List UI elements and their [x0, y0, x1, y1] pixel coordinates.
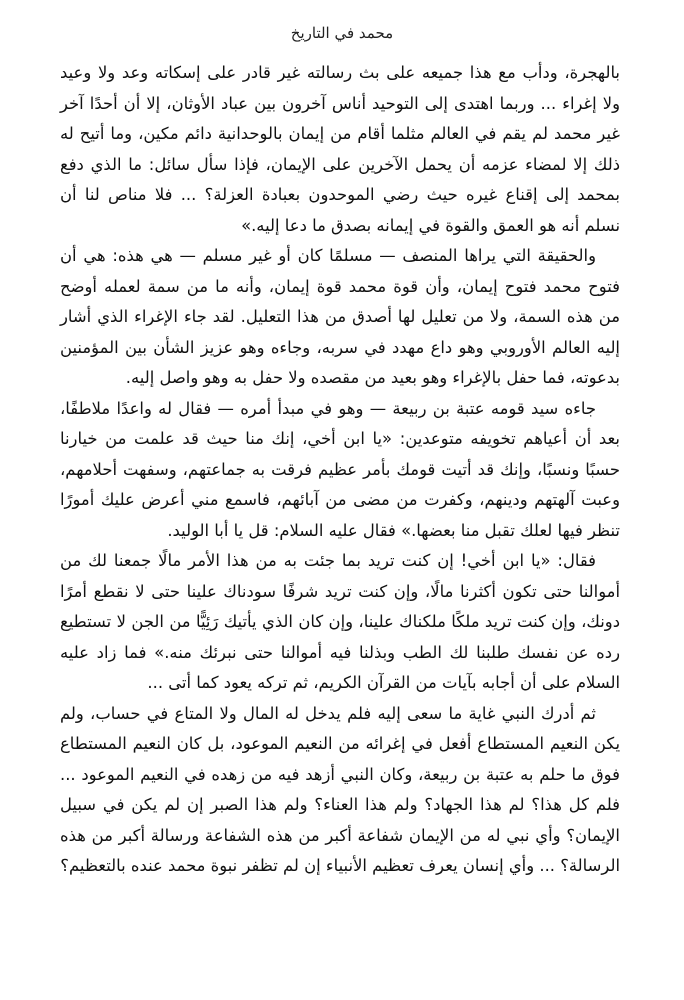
running-header: محمد في التاريخ — [290, 24, 394, 42]
paragraph-4: فقال: «يا ابن أخي! إن كنت تريد بما جئت به من هذا الأمر مالًا جمعنا لك من أموالنا حتى تكون أكثرنا مالًا، وإن كنت تريد شرفًا سودناك علينا حتى لا نقطع أمرًا دونك، وإن كنت تريد ملكًا ملكناك علينا، وإن كان الذي يأتيك رَئِيًّا من الجن لا تستطيع رده عن نفسك طلبنا لك الطب وبذلنا فيه أموالنا حتى نبرئك منه.» فما زاد عليه السلام على أن أجابه بآيات من القرآن الكريم، ثم تركه يعود كما أتى ... — [60, 551, 620, 692]
paragraph-2: والحقيقة التي يراها المنصف — مسلمًا كان أو غير مسلم — هي هذه: هي أن فتوح محمد فتوح إيمان، وأن قوة محمد قوة إيمان، وأنه ما من سمة لعمله أوضح من هذه السمة، ولا من تعليل لها أصدق من هذا التعليل. لقد جاء الإغراء الذي أشار إليه العالم الأوروبي وهو داع مهدد في سربه، وجاءه وهو عزيز الشأن بين المؤمنين بدعوته، فما حفل بالإغراء وهو بعيد من مقصده ولا حفل به وهو واصل إليه. — [60, 246, 620, 387]
paragraph-1: بالهجرة، ودأب مع هذا جميعه على بث رسالته غير قادر على إسكاته وعد ولا وعيد ولا إغراء ... وربما اهتدى إلى التوحيد أناس آخرون بين عباد الأوثان، إلا أن أحدًا آخر غير محمد لم يقم في العالم مثلما أقام من إيمان بالوحدانية دائم مكين، وما أتيح له ذلك إلا لمضاء عزمه أن يحمل الآخرين على الإيمان، فإذا سأل سائل: ما الذي دفع بمحمد إلى إقناع غيره حيث رضي الموحدون بعبادة العزلة؟ ... فلا مناص لنا أن نسلم أنه هو العمق والقوة في إيمانه بصدق ما دعا إليه.» — [60, 63, 620, 235]
paragraph-5: ثم أدرك النبي غاية ما سعى إليه فلم يدخل له المال ولا المتاع في حساب، ولم يكن النعيم المستطاع أفعل في إغرائه من النعيم الموعود، بل كان النعيم المستطاع فوق ما حلم به عتبة بن ربيعة، وكان النبي أزهد فيه من زهده في النعيم الموعود ... فلم كل هذا؟ لم هذا الجهاد؟ ولم هذا العناء؟ ولم هذا الصبر إن لم يكن في سبيل الإيمان؟ وأي نبي له من الإيمان شفاعة أكبر من هذه الشفاعة ورسالة أكبر من هذه الرسالة؟ ... وأي إنسان يعرف تعظيم الأنبياء إن لم تظفر نبوة محمد عنده بالتعظيم؟ — [60, 703, 620, 875]
page-body — [60, 58, 620, 882]
paragraph-3: جاءه سيد قومه عتبة بن ربيعة — وهو في مبدأ أمره — فقال له واعدًا ملاطفًا، بعد أن أعياهم تخويفه متوعدين: «يا ابن أخي، إنك منا حيث قد علمت من خيارنا حسبًا ونسبًا، وإنك قد أتيت قومك بأمر عظيم فرقت به جماعتهم، وسفهت أحلامهم، وعبت آلهتهم ودينهم، وكفرت من مضى من آبائهم، فاسمع مني أعرض عليك أمورًا تنظر فيها لعلك تقبل منا بعضها.» فقال عليه السلام: قل يا أبا الوليد. — [60, 398, 620, 540]
